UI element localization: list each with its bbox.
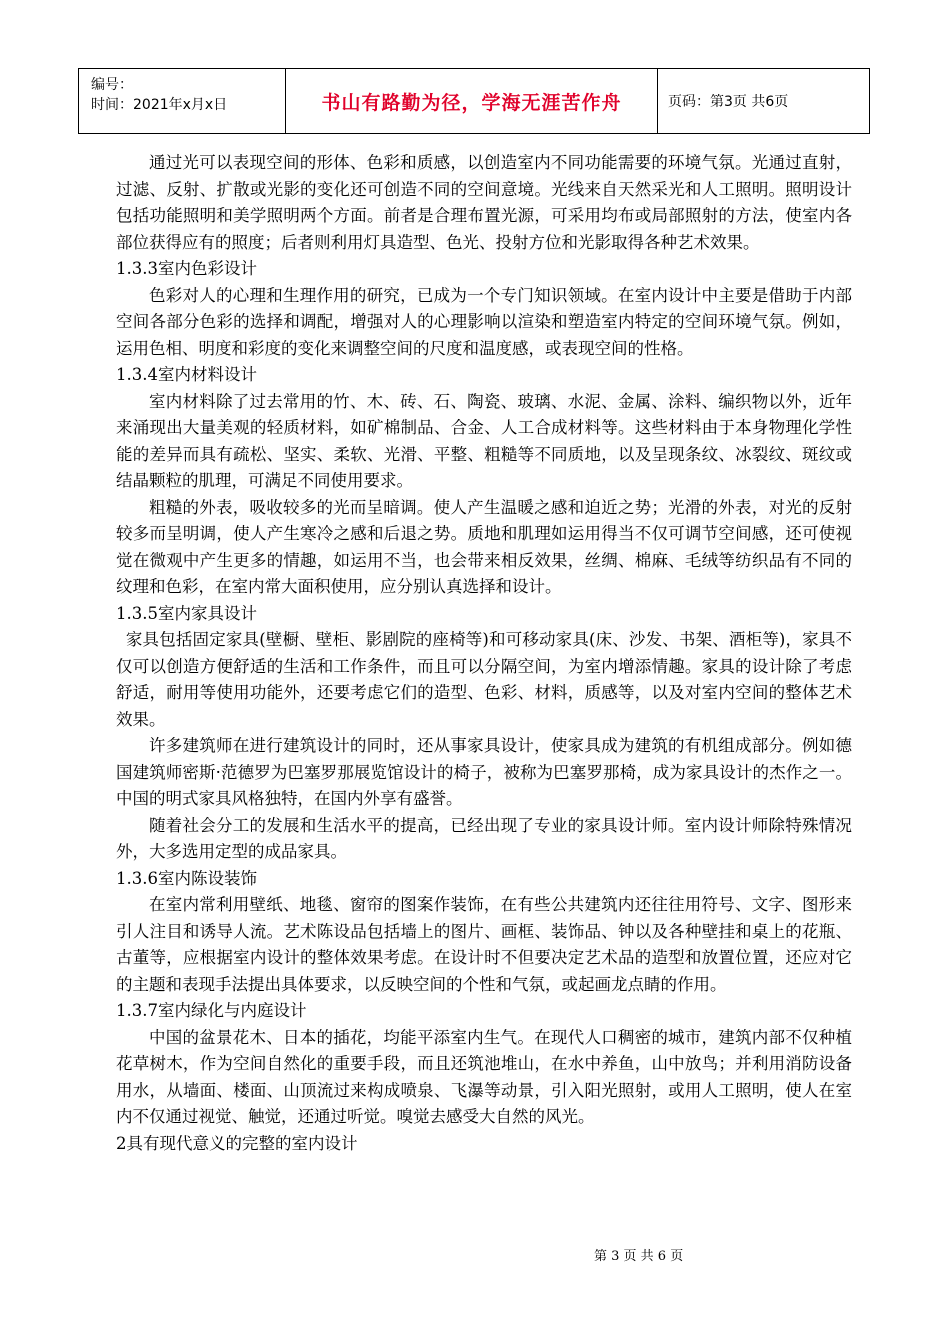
paragraph-decoration: 在室内常利用壁纸、地毯、窗帘的图案作装饰，在有些公共建筑内还往往用符号、文字、图形来引人注目和诱导人流。艺术陈设品包括墙上的图片、画框、装饰品、钟以及各种壁挂和桌上的花瓶、古董等，应根据室内设计的整体效果考虑。在设计时不但要决定艺术品的造型和放置位置，还应对它的主题和表现手法提出具体要求，以反映空间的个性和气氛，或起画龙点睛的作用。 bbox=[116, 895, 852, 994]
header-motto: 书山有路勤为径，学海无涯苦作舟 bbox=[321, 91, 622, 114]
paragraph-texture: 粗糙的外表，吸收较多的光而呈暗调。使人产生温暖之感和迫近之势；光滑的外表，对光的反射较多而呈明调，使人产生寒冷之感和后退之势。质地和肌理如运用得当不仅可调节空间感，还可使视觉在微观中产生更多的情趣，如运用不当，也会带来相反效果，丝绸、棉麻、毛绒等纺织品有不同的纹理和色彩，在室内常大面积使用，应分别认真选择和设计。 bbox=[116, 497, 852, 596]
document-date-label: 时间：2021年x月x日 bbox=[91, 97, 228, 113]
document-body bbox=[116, 150, 852, 1157]
paragraph-color: 色彩对人的心理和生理作用的研究，已成为一个专门知识领域。在室内设计中主要是借助于内部空间各部分色彩的选择和调配，增强对人的心理影响以渲染和塑造室内特定的空间环境气氛。例如，运用色相、明度和彩度的变化来调整空间的尺度和温度感，或表现空间的性格。 bbox=[116, 285, 852, 358]
section-heading-material-design: 1.3.4室内材料设计 bbox=[116, 365, 257, 384]
section-heading-greening: 1.3.7室内绿化与内庭设计 bbox=[116, 1001, 307, 1020]
page-footer: 第 3 页 共 6 页 bbox=[594, 1249, 684, 1264]
paragraph-architect-furniture: 许多建筑师在进行建筑设计的同时，还从事家具设计，使家具成为建筑的有机组成部分。例如德国建筑师密斯·范德罗为巴塞罗那展览馆设计的椅子，被称为巴塞罗那椅，成为家具设计的杰作之一。中国的明式家具风格独特，在国内外享有盛誉。 bbox=[116, 736, 852, 808]
paragraph-greening: 中国的盆景花木、日本的插花，均能平添室内生气。在现代人口稠密的城市，建筑内部不仅种植花草树木，作为空间自然化的重要手段，而且还筑池堆山，在水中养鱼，山中放鸟；并利用消防设备用水，从墙面、楼面、山顶流过来构成喷泉、飞瀑等动景，引入阳光照射，或用人工照明，使人在室内不仅通过视觉、触觉，还通过听觉。嗅觉去感受大自然的风光。 bbox=[116, 1027, 852, 1126]
paragraph-materials: 室内材料除了过去常用的竹、木、砖、石、陶瓷、玻璃、水泥、金属、涂料、编织物以外，近年来涌现出大量美观的轻质材料，如矿棉制品、合金、人工合成材料等。这些材料由于本身物理化学性能的差异而具有疏松、坚实、柔软、光滑、平整、粗糙等不同质地，以及呈现条纹、冰裂纹、斑纹或结晶颗粒的肌理，可满足不同使用要求。 bbox=[116, 391, 852, 490]
paragraph-furniture: 家具包括固定家具(壁橱、壁柜、影剧院的座椅等)和可移动家具(床、沙发、书架、酒柜等)，家具不仅可以创造方便舒适的生活和工作条件，而且可以分隔空间，为室内增添情趣。家具的设计除了考虑舒适，耐用等使用功能外，还要考虑它们的造型、色彩、材料，质感等，以及对室内空间的整体艺术效果。 bbox=[116, 630, 852, 729]
section-heading-color-design: 1.3.3室内色彩设计 bbox=[116, 259, 257, 278]
page-header bbox=[78, 68, 870, 134]
header-motto-cell bbox=[286, 69, 658, 133]
header-page-number: 页码：第3页 共6页 bbox=[668, 94, 789, 110]
header-page-cell bbox=[658, 69, 869, 133]
header-meta bbox=[79, 69, 286, 133]
paragraph-lighting: 通过光可以表现空间的形体、色彩和质感，以创造室内不同功能需要的环境气氛。光通过直射，过滤、反射、扩散或光影的变化还可创造不同的空间意境。光线来自天然采光和人工照明。照明设计包括功能照明和美学照明两个方面。前者是合理布置光源，可采用均布或局部照射的方法，使室内各部位获得应有的照度；后者则利用灯具造型、色光、投射方位和光影取得各种艺术效果。 bbox=[116, 153, 852, 252]
section-heading-furniture-design: 1.3.5室内家具设计 bbox=[116, 603, 257, 623]
section-heading-modern-design: 2具有现代意义的完整的室内设计 bbox=[116, 1133, 358, 1153]
document-number-label: 编号： bbox=[91, 77, 133, 93]
paragraph-furniture-designers: 随着社会分工的发展和生活水平的提高，已经出现了专业的家具设计师。室内设计师除特殊情况外，大多选用定型的成品家具。 bbox=[116, 815, 852, 861]
section-heading-decoration: 1.3.6室内陈设装饰 bbox=[116, 868, 257, 888]
